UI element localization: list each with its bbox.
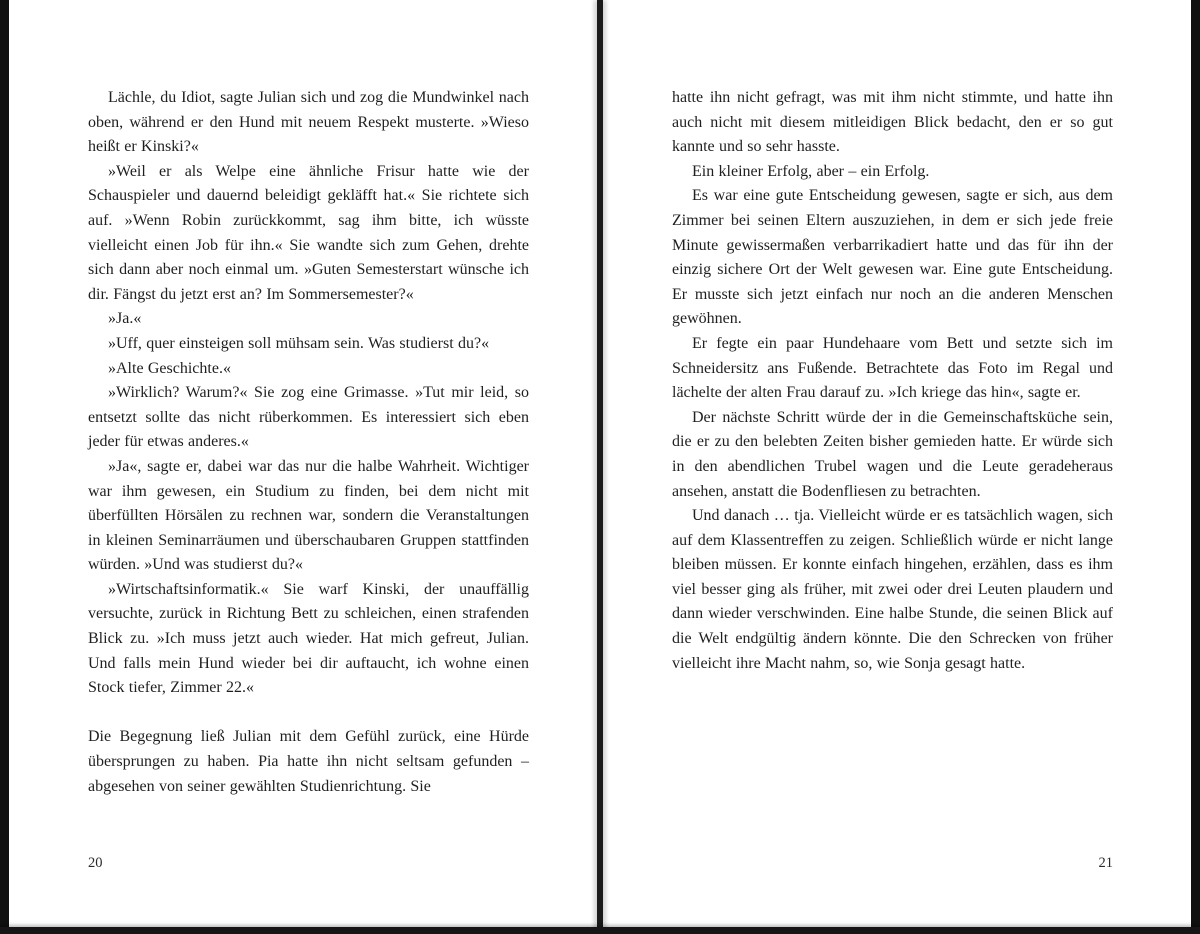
scan-edge-left [0, 0, 9, 934]
paragraph: Die Begegnung ließ Julian mit dem Gefühl zurück, eine Hürde übersprungen zu haben. Pia hatte ihn nicht seltsam gefunden – abgesehen von seiner gewählten Studienrichtung. Sie [88, 728, 529, 795]
paragraph: »Wirtschaftsinformatik.« Sie warf Kinski, der unauffällig versuchte, zurück in Richtung Bett zu schleichen, einen strafenden Blick zu. »Ich muss jetzt auch wieder. Hat mich gefreut, Julian. Und falls mein Hund wieder bei dir auftaucht, ich wohne einen Stock tiefer, Zimmer 22.« [88, 580, 529, 697]
paragraph: »Ja«, sagte er, dabei war das nur die halbe Wahrheit. Wichtiger war ihm gewesen, ein Studium zu finden, bei dem nicht mit überfüllten Hörsälen zu rechnen war, sondern die Veranstaltungen in kleinen Seminarräumen und überschaubaren Gruppen stattfinden würden. »Und was studierst du?« [88, 457, 529, 574]
paragraph: Es war eine gute Entscheidung gewesen, sagte er sich, aus dem Zimmer bei seinen Eltern auszuziehen, in dem er sich jede freie Minute gewissermaßen verbarrikadiert hatte und das für ihn der einzig sichere Ort der Welt gewesen war. Eine gute Entscheidung. Er musste sich jetzt einfach nur noch an die anderen Menschen gewöhnen. [672, 187, 1113, 328]
page-right [603, 0, 1191, 934]
page-number-left: 20 [88, 855, 103, 871]
scan-edge-right [1191, 0, 1200, 934]
page-right-text-block [672, 86, 1113, 676]
paragraph: »Weil er als Welpe eine ähnliche Frisur hatte wie der Schauspieler und dauernd beleidigt gekläfft hat.« Sie richtete sich auf. »Wenn Robin zurückkommt, sag ihm bitte, ich wüsste vielleicht einen Job für ihn.« Sie wandte sich zum Gehen, drehte sich dann aber noch einmal um. »Guten Semesterstart wünsche ich dir. Fängst du jetzt erst an? Im Sommersemester?« [88, 162, 529, 303]
paragraph: Ein kleiner Erfolg, aber – ein Erfolg. [692, 162, 930, 180]
paragraph: »Uff, quer einsteigen soll mühsam sein. Was studierst du?« [108, 334, 490, 352]
paragraph: »Ja.« [108, 310, 142, 328]
page-number-right: 21 [1098, 855, 1113, 871]
paragraph: hatte ihn nicht gefragt, was mit ihm nicht stimmte, und hatte ihn auch nicht mit diesem mitleidigen Blick bedacht, den er so gut kannte und so sehr hasste. [672, 89, 1113, 156]
paragraph: »Wirklich? Warum?« Sie zog eine Grimasse. »Tut mir leid, so entsetzt sollte das nicht rüberkommen. Es interessiert sich eben jeder für etwas anderes.« [88, 384, 529, 451]
paragraph: Lächle, du Idiot, sagte Julian sich und zog die Mundwinkel nach oben, während er den Hund mit neuem Respekt musterte. »Wieso heißt er Kinski?« [88, 89, 529, 156]
page-left [9, 0, 597, 934]
paragraph: Und danach … tja. Vielleicht würde er es tatsächlich wagen, sich auf dem Klassentreffen zu zeigen. Schließlich würde er nicht lange bleiben müssen. Er konnte einfach hingehen, erzählen, dass es ihm viel besser ging als früher, mit zwei oder drei Leuten plaudern und dann wieder verschwinden. Eine halbe Stunde, die seinen Blick auf die Welt endgültig ändern könnte. Die den Schrecken von früher vielleicht ihre Macht nahm, so, wie Sonja gesagt hatte. [672, 507, 1113, 672]
paragraph: Er fegte ein paar Hundehaare vom Bett und setzte sich im Schneidersitz ans Fußende. Betrachtete das Foto im Regal und lächelte der alten Frau darauf zu. »Ich kriege das hin«, sagte er. [672, 334, 1113, 402]
paragraph: »Alte Geschichte.« [108, 359, 231, 377]
paragraph: Der nächste Schritt würde der in die Gemeinschaftsküche sein, die er zu den belebten Zeiten bisher gemieden hatte. Er würde sich in den abendlichen Trubel wagen und die Leute geradeheraus ansehen, anstatt die Bodenfliesen zu betrachten. [672, 408, 1113, 500]
page-left-text-block [88, 86, 529, 799]
